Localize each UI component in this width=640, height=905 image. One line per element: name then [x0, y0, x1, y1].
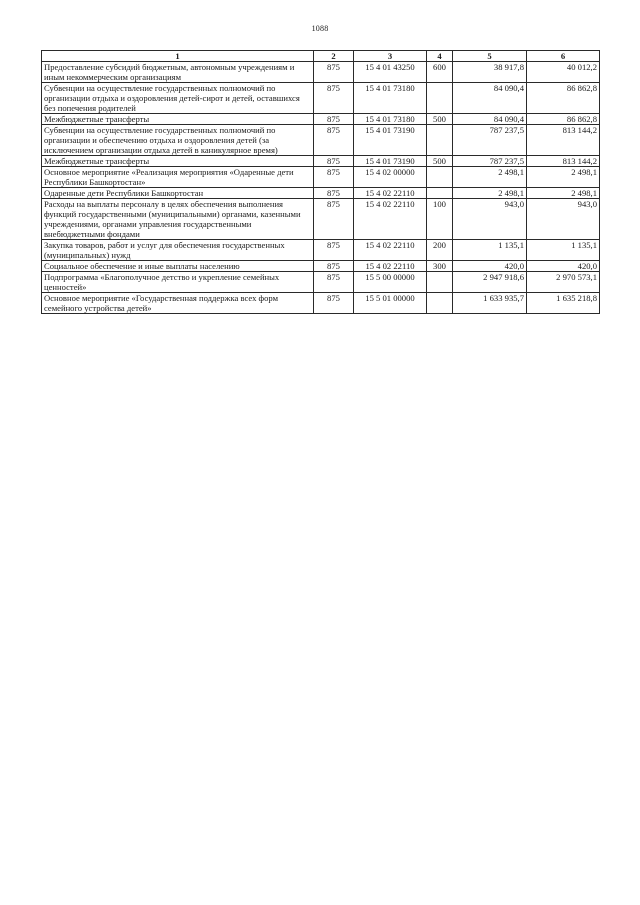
department-code-cell: 875	[314, 62, 354, 83]
row-name-cell: Межбюджетные трансферты	[42, 114, 314, 125]
target-item-code-cell: 15 5 00 00000	[354, 272, 427, 293]
expense-type-code-cell: 300	[427, 261, 453, 272]
department-code-cell: 875	[314, 167, 354, 188]
budget-table	[41, 50, 600, 314]
table-row	[42, 293, 600, 314]
table-row	[42, 261, 600, 272]
row-name-cell: Предоставление субсидий бюджетным, автономным учреждениям и иным некоммерческим организациям	[42, 62, 314, 83]
amount-year-1-cell: 38 917,8	[453, 62, 527, 83]
department-code-cell: 875	[314, 199, 354, 240]
table-row	[42, 83, 600, 114]
department-code-cell: 875	[314, 240, 354, 261]
department-code-cell: 875	[314, 293, 354, 314]
column-number-target-item: 3	[354, 51, 427, 62]
column-number-year-1: 5	[453, 51, 527, 62]
expense-type-code-cell	[427, 83, 453, 114]
amount-year-1-cell: 84 090,4	[453, 83, 527, 114]
target-item-code-cell: 15 4 01 73190	[354, 125, 427, 156]
amount-year-2-cell: 2 498,1	[527, 167, 600, 188]
table-row	[42, 156, 600, 167]
table-row	[42, 167, 600, 188]
amount-year-2-cell: 813 144,2	[527, 125, 600, 156]
expense-type-code-cell: 500	[427, 156, 453, 167]
expense-type-code-cell	[427, 167, 453, 188]
row-name-cell: Основное мероприятие «Государственная поддержка всех форм семейного устройства детей»	[42, 293, 314, 314]
row-name-cell: Закупка товаров, работ и услуг для обеспечения государственных (муниципальных) нужд	[42, 240, 314, 261]
target-item-code-cell: 15 4 02 00000	[354, 167, 427, 188]
expense-type-code-cell: 200	[427, 240, 453, 261]
amount-year-2-cell: 813 144,2	[527, 156, 600, 167]
department-code-cell: 875	[314, 125, 354, 156]
amount-year-1-cell: 420,0	[453, 261, 527, 272]
table-row	[42, 125, 600, 156]
table-row	[42, 114, 600, 125]
row-name-cell: Субвенции на осуществление государственных полномочий по организации отдыха и оздоровления детей-сирот и детей, оставшихся без попечения родителей	[42, 83, 314, 114]
column-number-department: 2	[314, 51, 354, 62]
page-number: 1088	[311, 24, 329, 33]
target-item-code-cell: 15 4 01 43250	[354, 62, 427, 83]
department-code-cell: 875	[314, 114, 354, 125]
expense-type-code-cell: 100	[427, 199, 453, 240]
amount-year-2-cell: 1 135,1	[527, 240, 600, 261]
department-code-cell: 875	[314, 83, 354, 114]
amount-year-1-cell: 1 633 935,7	[453, 293, 527, 314]
column-number-expense-type: 4	[427, 51, 453, 62]
expense-type-code-cell: 600	[427, 62, 453, 83]
amount-year-1-cell: 2 947 918,6	[453, 272, 527, 293]
target-item-code-cell: 15 4 01 73180	[354, 114, 427, 125]
expense-type-code-cell	[427, 125, 453, 156]
row-name-cell: Одаренные дети Республики Башкортостан	[42, 188, 314, 199]
amount-year-2-cell: 1 635 218,8	[527, 293, 600, 314]
amount-year-2-cell: 420,0	[527, 261, 600, 272]
target-item-code-cell: 15 4 01 73190	[354, 156, 427, 167]
table-row	[42, 188, 600, 199]
row-name-cell: Субвенции на осуществление государственных полномочий по организации и обеспечению отдыха и оздоровления детей (за исключением организации отдыха детей в каникулярное время)	[42, 125, 314, 156]
table-row	[42, 199, 600, 240]
department-code-cell: 875	[314, 156, 354, 167]
target-item-code-cell: 15 4 02 22110	[354, 188, 427, 199]
amount-year-2-cell: 40 012,2	[527, 62, 600, 83]
target-item-code-cell: 15 4 02 22110	[354, 199, 427, 240]
amount-year-1-cell: 2 498,1	[453, 167, 527, 188]
column-number-year-2: 6	[527, 51, 600, 62]
expense-type-code-cell	[427, 272, 453, 293]
department-code-cell: 875	[314, 272, 354, 293]
amount-year-1-cell: 943,0	[453, 199, 527, 240]
budget-table-body	[42, 62, 600, 314]
target-item-code-cell: 15 4 01 73180	[354, 83, 427, 114]
amount-year-1-cell: 787 237,5	[453, 125, 527, 156]
expense-type-code-cell	[427, 188, 453, 199]
amount-year-2-cell: 943,0	[527, 199, 600, 240]
target-item-code-cell: 15 4 02 22110	[354, 240, 427, 261]
column-number-name: 1	[42, 51, 314, 62]
target-item-code-cell: 15 5 01 00000	[354, 293, 427, 314]
amount-year-2-cell: 2 970 573,1	[527, 272, 600, 293]
expense-type-code-cell	[427, 293, 453, 314]
department-code-cell: 875	[314, 261, 354, 272]
column-number-row	[42, 51, 600, 62]
table-row	[42, 62, 600, 83]
row-name-cell: Расходы на выплаты персоналу в целях обеспечения выполнения функций государственными (муниципальными) органами, казенными учреждениями, органами управления государственными внебюджетными фондами	[42, 199, 314, 240]
target-item-code-cell: 15 4 02 22110	[354, 261, 427, 272]
department-code-cell: 875	[314, 188, 354, 199]
expense-type-code-cell: 500	[427, 114, 453, 125]
row-name-cell: Подпрограмма «Благополучное детство и укрепление семейных ценностей»	[42, 272, 314, 293]
row-name-cell: Межбюджетные трансферты	[42, 156, 314, 167]
amount-year-1-cell: 787 237,5	[453, 156, 527, 167]
row-name-cell: Социальное обеспечение и иные выплаты населению	[42, 261, 314, 272]
amount-year-1-cell: 2 498,1	[453, 188, 527, 199]
amount-year-2-cell: 2 498,1	[527, 188, 600, 199]
table-row	[42, 240, 600, 261]
amount-year-2-cell: 86 862,8	[527, 114, 600, 125]
amount-year-2-cell: 86 862,8	[527, 83, 600, 114]
amount-year-1-cell: 1 135,1	[453, 240, 527, 261]
table-row	[42, 272, 600, 293]
row-name-cell: Основное мероприятие «Реализация мероприятия «Одаренные дети Республики Башкортостан»	[42, 167, 314, 188]
amount-year-1-cell: 84 090,4	[453, 114, 527, 125]
